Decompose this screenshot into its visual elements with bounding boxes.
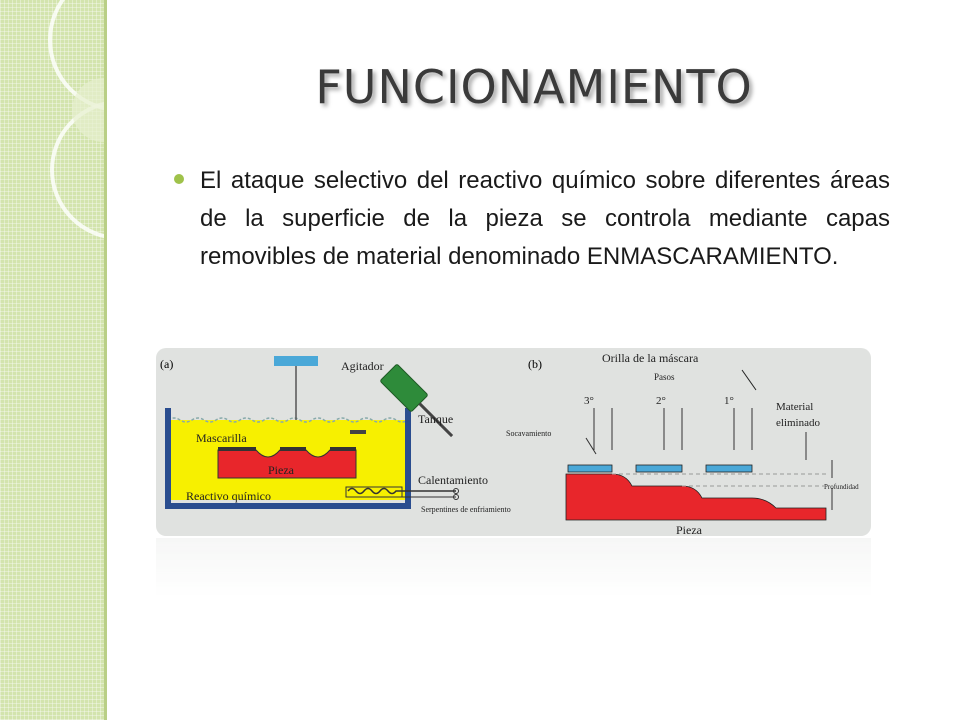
arrow-mask-edge	[742, 370, 756, 390]
label-agitator: Agitador	[341, 359, 384, 373]
stirrer-tip	[350, 430, 366, 434]
mask-strip	[568, 465, 612, 472]
step-label-1: 1°	[724, 395, 734, 407]
step-label-3: 3°	[584, 395, 594, 407]
agitator-handle	[274, 356, 318, 366]
label-heating: Calentamiento	[418, 473, 488, 487]
decorative-sidebar	[0, 0, 104, 720]
label-reagent: Reactivo químico	[186, 489, 271, 503]
step-label-2: 2°	[656, 395, 666, 407]
label-depth: Profundidad	[824, 483, 859, 491]
mask-strip	[706, 465, 752, 472]
decorative-circles	[0, 0, 104, 720]
label-coils: Serpentines de enfriamiento	[421, 505, 511, 514]
slide-title: FUNCIONAMIENTO	[315, 60, 753, 114]
figure-reflection	[156, 538, 871, 598]
label-removed-1: Material	[776, 401, 814, 413]
mask-segment	[280, 447, 306, 451]
label-steps: Pasos	[654, 372, 675, 382]
mask-segment	[218, 447, 256, 451]
panel-a-label: (a)	[160, 357, 174, 371]
label-piece: Pieza	[268, 463, 294, 477]
diagram-svg	[156, 348, 871, 536]
etched-piece	[566, 474, 826, 520]
bullet-text: El ataque selectivo del reactivo químico sobre diferentes áreas de la superficie de la pieza se controla mediante capas removibles de material denominado ENMASCARAMIENTO.	[200, 167, 890, 270]
label-mask: Mascarilla	[196, 431, 247, 445]
panel-b-label: (b)	[528, 357, 542, 371]
mask-segment	[330, 447, 356, 451]
bullet-icon	[174, 174, 184, 184]
label-mask-edge: Orilla de la máscara	[602, 351, 699, 365]
label-removed-2: eliminado	[776, 417, 820, 429]
label-undercut: Socavamiento	[506, 429, 552, 438]
label-tank: Tanque	[418, 412, 454, 426]
label-piece-b: Pieza	[676, 523, 702, 536]
mask-strip	[636, 465, 682, 472]
etching-diagram	[156, 348, 871, 536]
sidebar-border	[104, 0, 107, 720]
